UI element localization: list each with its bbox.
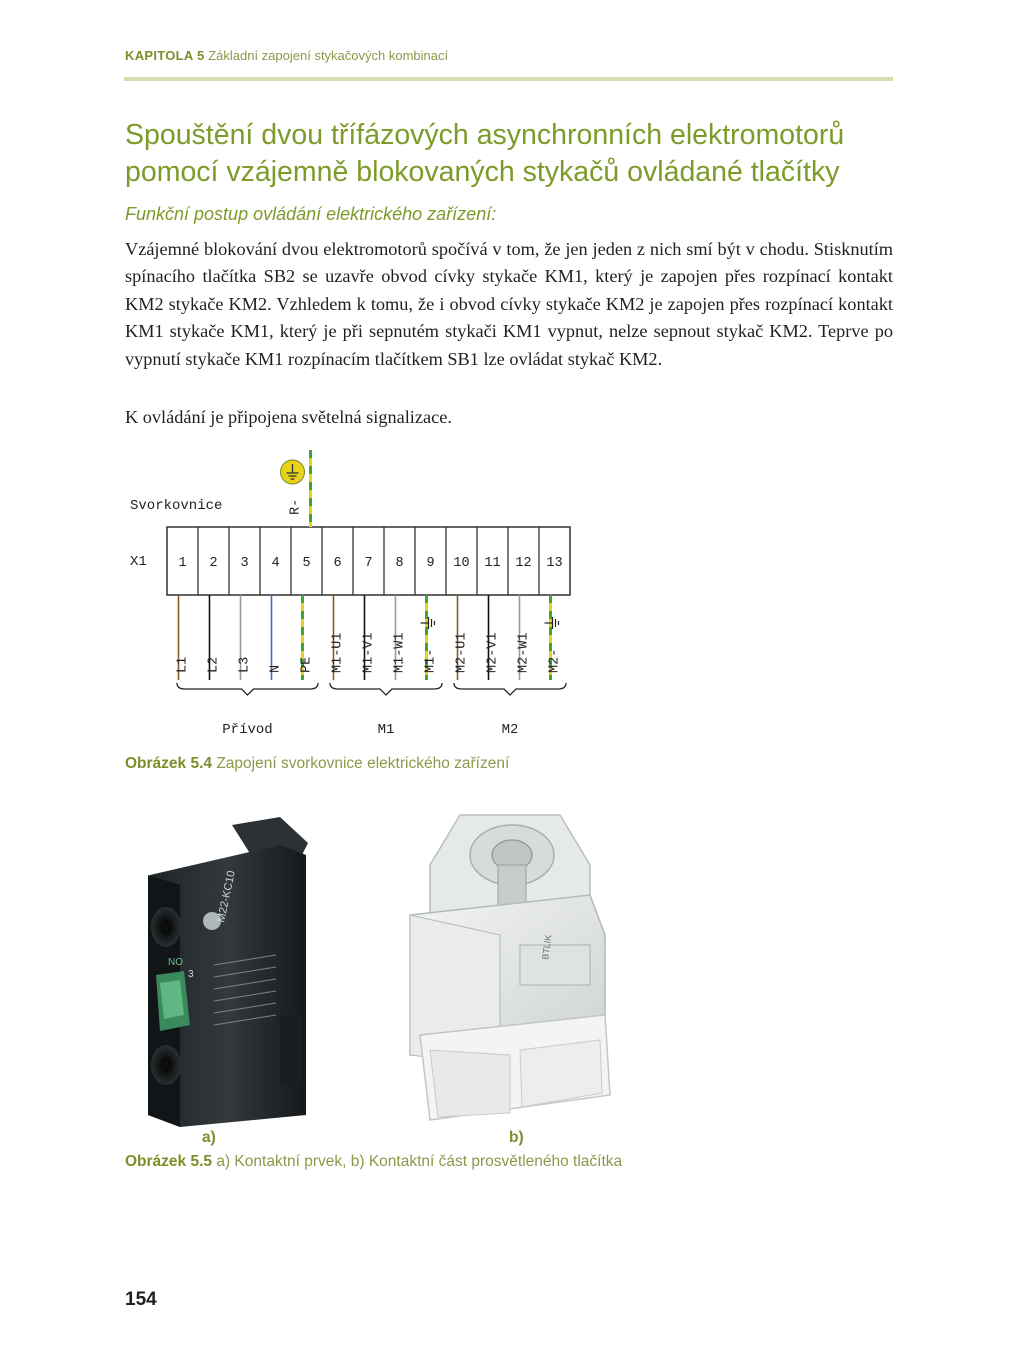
header-rule	[124, 77, 893, 81]
section-title	[125, 117, 905, 191]
figure-5-4-label: Obrázek 5.4	[125, 755, 213, 772]
page-number: 154	[125, 1289, 157, 1310]
wire-label: PE	[299, 656, 315, 673]
wire-label: M1-V1	[361, 632, 377, 673]
terminal-number: 8	[395, 556, 404, 571]
photo-a-marking-model: M22-KC10	[215, 869, 238, 924]
figure-5-5-label: Obrázek 5.5	[125, 1153, 213, 1170]
photo-a-marking-3: 3	[188, 969, 194, 980]
group-label-m2: M2	[501, 722, 519, 738]
group-label-privod: Přívod	[222, 722, 273, 738]
terminal-number: 6	[333, 556, 342, 571]
chapter-title: Základní zapojení stykačových kombinací	[208, 48, 449, 63]
group-brace	[177, 683, 318, 695]
wire-label: N	[268, 664, 284, 673]
photo-a-marking-no: NO	[168, 957, 183, 968]
terminal-number: 11	[484, 556, 501, 571]
terminal-number: 10	[453, 556, 470, 571]
terminal-strip-label: X1	[130, 554, 147, 570]
terminal-number: 3	[240, 556, 249, 571]
terminal-number: 1	[178, 556, 187, 571]
wire-label: M1-	[423, 648, 439, 673]
subfigure-a-label: a)	[202, 1129, 216, 1146]
figure-5-4-caption	[125, 755, 509, 773]
wire-label: M2-	[547, 648, 563, 673]
terminal-block-label: Svorkovnice	[130, 498, 223, 514]
terminal-number: 13	[546, 556, 563, 571]
wire-label: M2-W1	[516, 632, 532, 673]
figure-5-4-text: Zapojení svorkovnice elektrického zařízení	[216, 755, 510, 772]
section-subtitle: Funkční postup ovládání elektrického zařízení:	[125, 204, 497, 224]
chapter-number: KAPITOLA 5	[125, 48, 205, 63]
running-head	[125, 48, 448, 63]
wire-label: L1	[175, 656, 191, 673]
terminal-number: 12	[515, 556, 532, 571]
terminal-number: 7	[364, 556, 373, 571]
section-title-line-2: pomocí vzájemně blokovaných stykačů ovládané tlačítky	[125, 156, 840, 188]
subfigure-b-label: b)	[509, 1129, 524, 1146]
figure-5-5-text: a) Kontaktní prvek, b) Kontaktní část prosvětleného tlačítka	[216, 1153, 623, 1170]
wire-label: M1-W1	[392, 632, 408, 673]
section-title-line-1: Spouštění dvou třífázových asynchronních elektromotorů	[125, 119, 845, 151]
wire-label: M2-U1	[454, 632, 470, 673]
wire-label: L2	[206, 656, 222, 673]
group-label-m1: M1	[377, 722, 395, 738]
contact-element-photo	[130, 815, 320, 1130]
body-paragraph-2: K ovládání je připojena světelná signalizace.	[125, 407, 452, 427]
earth-label: R-	[288, 498, 304, 515]
terminal-number: 5	[302, 556, 311, 571]
wire-label: L3	[237, 656, 253, 673]
body-paragraph-1: Vzájemné blokování dvou elektromotorů spočívá v tom, že jen jeden z nich smí být v chodu. Stisknutím spínacího tlačítka SB2 se uzavře obvod cívky stykače KM1, který je zapojen přes rozpínací kontakt KM2 stykače KM2. Vzhledem k tomu, že i obvod cívky stykače KM2 je zapojen přes rozpínací kontakt KM1 stykače KM1, který je při sepnutém stykači KM1 vypnut, nelze sepnout stykač KM2. Teprve po vypnutí stykače KM1 rozpínacím tlačítkem SB1 lze ovládat stykač KM2.	[125, 239, 893, 369]
group-brace	[330, 683, 442, 695]
terminal-number: 2	[209, 556, 218, 571]
terminal-number: 9	[426, 556, 435, 571]
illuminated-button-photo	[390, 795, 620, 1125]
group-brace	[454, 683, 566, 695]
figure-5-5-caption	[125, 1153, 622, 1171]
photo-b-marking: BTLIK	[540, 934, 554, 961]
terminal-block-diagram	[115, 445, 585, 745]
terminal-number: 4	[271, 556, 280, 571]
wire-label: M2-V1	[485, 632, 501, 673]
wire-label: M1-U1	[330, 632, 346, 673]
